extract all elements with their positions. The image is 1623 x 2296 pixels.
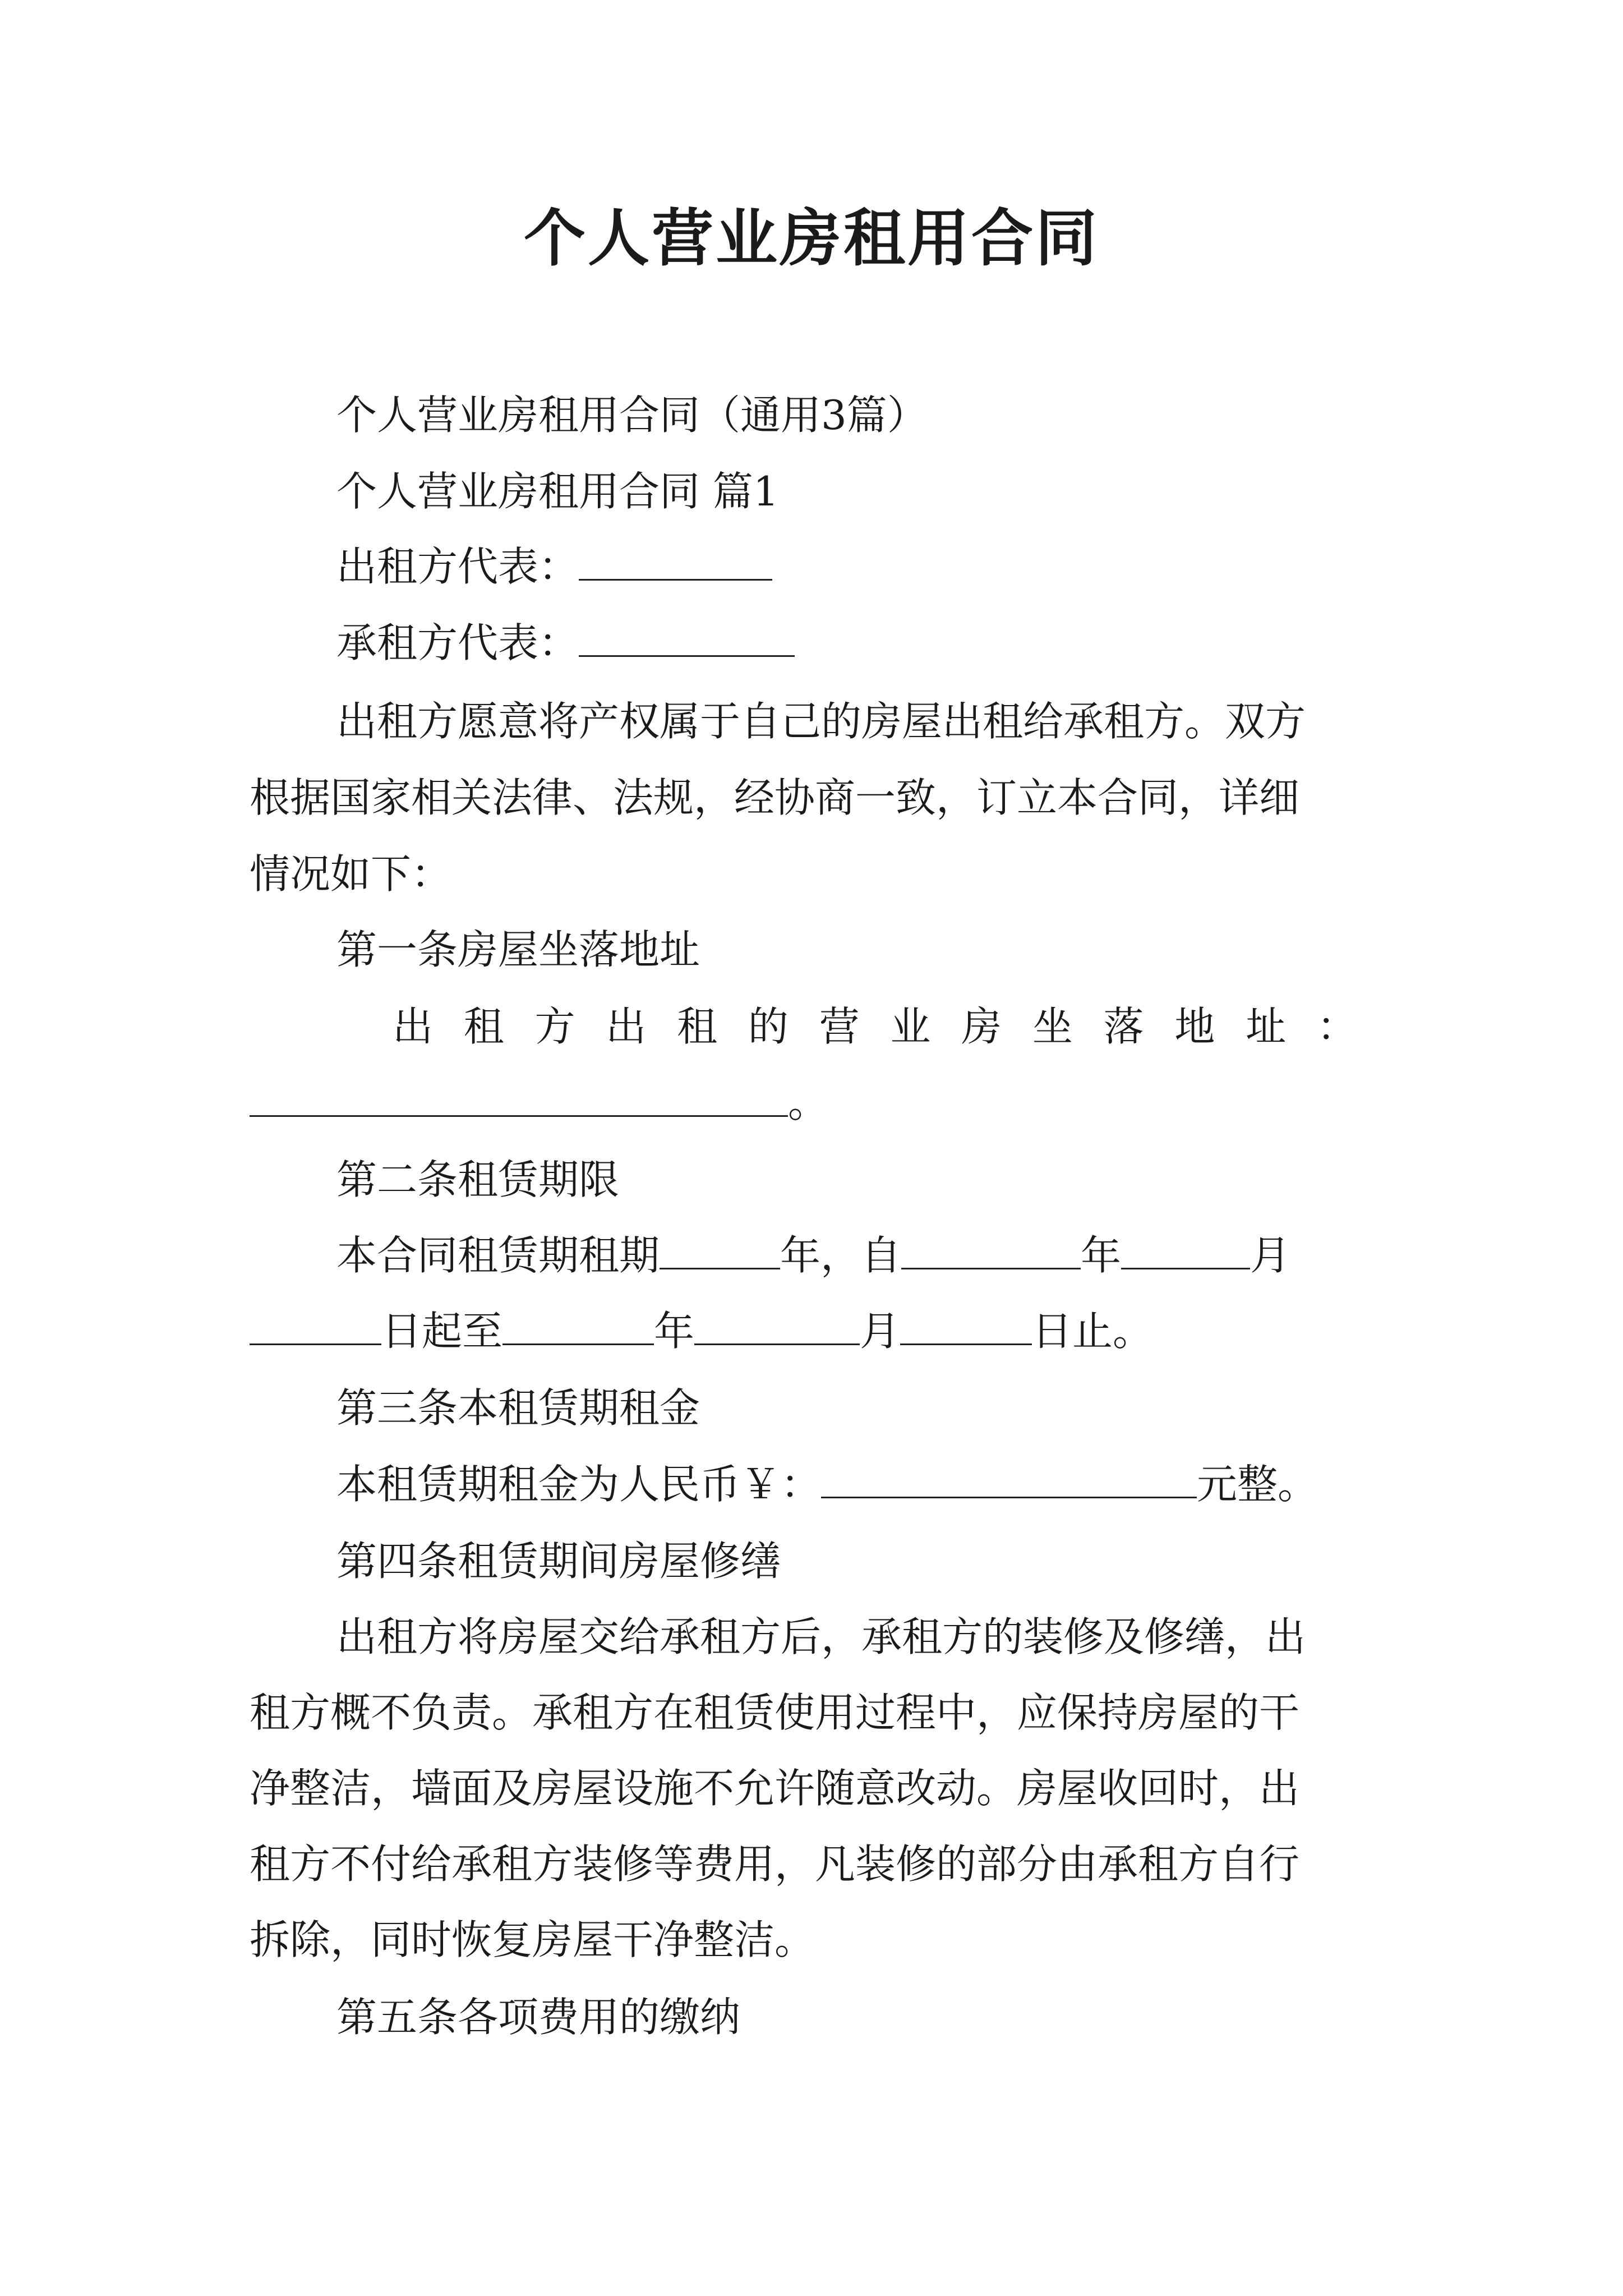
document-subtitle: 个人营业房租用合同（通用3篇）: [336, 392, 928, 439]
address-char: 业: [890, 1003, 931, 1050]
address-char: 租: [677, 1003, 718, 1050]
term-years-blank[interactable]: [660, 1228, 780, 1269]
address-blank[interactable]: [250, 1076, 788, 1117]
term-text: 月: [1250, 1232, 1291, 1279]
term-text: 月: [860, 1308, 901, 1355]
rent-text: 本租赁期租金为人民币￥：: [336, 1461, 822, 1508]
address-char: 地: [1174, 1003, 1215, 1050]
address-char: 坐: [1032, 1003, 1073, 1050]
address-char: 房: [961, 1003, 1002, 1050]
start-month-blank[interactable]: [1121, 1228, 1250, 1269]
end-day-blank[interactable]: [900, 1304, 1032, 1345]
article-4-line-5: 拆除，同时恢复房屋干净整洁。: [250, 1916, 815, 1963]
term-text: 年: [1081, 1232, 1122, 1279]
article-1-heading: 第一条房屋坐落地址: [336, 926, 700, 973]
article-2-term-line-2: [250, 1304, 1394, 1358]
article-4-line-1: 出租方将房屋交给承租方后，承租方的装修及修缮，出: [336, 1613, 1306, 1660]
part-heading: 个人营业房租用合同 篇1: [336, 468, 779, 515]
lessee-blank[interactable]: [579, 616, 795, 657]
start-day-blank[interactable]: [250, 1304, 381, 1345]
article-4-line-4: 租方不付给承租方装修等费用，凡装修的部分由承租方自行: [250, 1841, 1300, 1888]
lessee-row: [336, 616, 1396, 670]
rent-amount-blank[interactable]: [821, 1457, 1197, 1498]
address-char: 租: [463, 1003, 504, 1050]
article-2-heading: 第二条租赁期限: [336, 1156, 620, 1203]
lessor-blank[interactable]: [579, 540, 772, 581]
document-title: 个人营业房租用合同: [524, 202, 1099, 274]
address-char: 的: [748, 1003, 789, 1050]
end-month-blank[interactable]: [694, 1304, 860, 1345]
intro-line-3: 情况如下：: [250, 850, 452, 898]
article-4-line-2: 租方概不负责。承租方在租赁使用过程中，应保持房屋的干: [250, 1689, 1300, 1736]
article-5-heading: 第五条各项费用的缴纳: [336, 1994, 741, 2041]
address-char: 落: [1103, 1003, 1144, 1050]
lessor-label: 出租方代表：: [336, 543, 579, 590]
address-end: 。: [788, 1079, 829, 1126]
address-char: 址: [1246, 1003, 1287, 1050]
intro-line-2: 根据国家相关法律、法规，经协商一致，订立本合同，详细: [250, 774, 1300, 821]
address-char: ：: [1316, 1003, 1357, 1050]
term-text: 日起至: [381, 1308, 503, 1355]
article-1-address-line: [393, 1000, 1357, 1053]
lessee-label: 承租方代表：: [336, 619, 579, 666]
intro-line-1: 出租方愿意将产权属于自己的房屋出租给承租方。双方: [336, 698, 1306, 745]
term-text: 日止。: [1032, 1308, 1154, 1355]
end-year-blank[interactable]: [502, 1304, 654, 1345]
article-2-term-line-1: [336, 1228, 1396, 1282]
address-char: 出: [393, 1003, 434, 1050]
article-4-heading: 第四条租赁期间房屋修缮: [336, 1538, 781, 1585]
article-3-heading: 第三条本租赁期租金: [336, 1384, 700, 1432]
term-text: 本合同租赁期租期: [336, 1232, 660, 1279]
address-char: 出: [606, 1003, 647, 1050]
article-1-address-row: [250, 1076, 1394, 1130]
lessor-row: [336, 540, 1396, 593]
rent-text: 元整。: [1197, 1461, 1318, 1508]
article-4-line-3: 净整洁，墙面及房屋设施不允许随意改动。房屋收回时，出: [250, 1765, 1300, 1812]
term-text: 年，自: [780, 1232, 902, 1279]
term-text: 年: [654, 1308, 695, 1355]
start-year-blank[interactable]: [901, 1228, 1081, 1269]
article-3-rent-line: [336, 1457, 1396, 1511]
address-char: 营: [819, 1003, 860, 1050]
address-char: 方: [534, 1003, 575, 1050]
